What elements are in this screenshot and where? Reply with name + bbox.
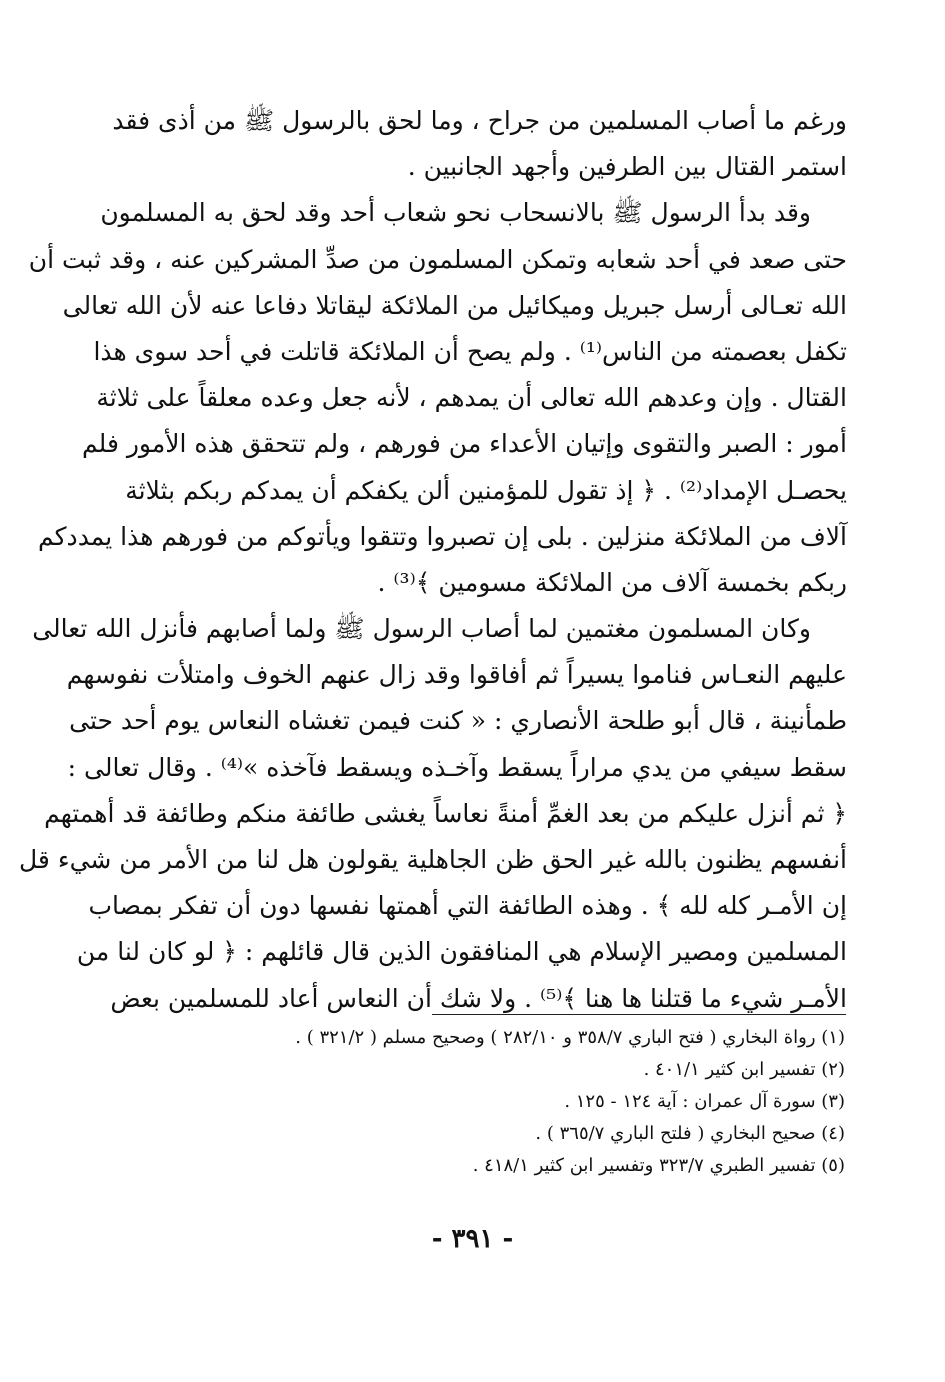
footnote-item: (٢) تفسير ابن كثير ٤٠١/١ . bbox=[643, 1059, 845, 1080]
text-line: وقد بدأ الرسول ﷺ بالانسحاب نحو شعاب أحد وقد لحق به المسلمون bbox=[100, 198, 811, 228]
footnote-divider bbox=[432, 1014, 846, 1015]
text-line: القتال . وإن وعدهم الله تعالى أن يمدهم ، لأنه جعل وعده معلقاً على ثلاثة bbox=[96, 383, 847, 413]
text-line: عليهم النعـاس فناموا يسيراً ثم أفاقوا وقد زال عنهم الخوف وامتلأت نفوسهم bbox=[66, 660, 847, 690]
text-line: ﴿ ثم أنزل عليكم من بعد الغمِّ أمنةً نعاساً يغشى طائفة منكم وطائفة قد أهمتهم bbox=[44, 798, 847, 828]
footnote-item: (٤) صحيح البخاري ( فلتح الباري ٣٦٥/٧ ) . bbox=[535, 1123, 845, 1144]
text-line: أمور : الصبر والتقوى وإتيان الأعداء من فورهم ، ولم تتحقق هذه الأمور فلم bbox=[82, 429, 847, 459]
text-line: إن الأمـر كله لله ﴾ . وهذه الطائفة التي أهمتها نفسها دون أن تفكر بمصاب bbox=[88, 891, 847, 921]
footnote-item: (٥) تفسير الطبري ٣٢٣/٧ وتفسير ابن كثير ٤١٨/١ . bbox=[472, 1155, 845, 1176]
text-line: المسلمين ومصير الإسلام هي المنافقون الذين قال قائلهم : ﴿ لو كان لنا من bbox=[76, 937, 847, 967]
footnotes bbox=[180, 1022, 845, 1182]
text-line: استمر القتال بين الطرفين وأجهد الجانبين . bbox=[407, 152, 847, 182]
text-line: يحصـل الإمداد⁽²⁾ . ﴿ إذ تقول للمؤمنين ألن يكفكم أن يمدكم ربكم بثلاثة bbox=[125, 475, 847, 505]
footnote-item: (١) رواة البخاري ( فتح الباري ٣٥٨/٧ و ٢٨٢/١٠ ) وصحيح مسلم ( ٣٢١/٢ ) . bbox=[295, 1027, 845, 1048]
footnote-item: (٣) سورة آل عمران : آية ١٢٤ - ١٢٥ . bbox=[564, 1091, 845, 1112]
text-line: طمأنينة ، قال أبو طلحة الأنصاري : « كنت فيمن تغشاه النعاس يوم أحد حتى bbox=[69, 706, 847, 736]
text-line: الأمـر شيء ما قتلنا ها هنا ﴾⁽⁵⁾ . ولا شك أن النعاس أعاد للمسلمين بعض bbox=[110, 983, 847, 1013]
text-line: ورغم ما أصاب المسلمين من جراح ، وما لحق بالرسول ﷺ من أذى فقد bbox=[112, 106, 847, 135]
text-line: وكان المسلمون مغتمين لما أصاب الرسول ﷺ ولما أصابهم فأنزل الله تعالى bbox=[32, 614, 811, 644]
text-line: ربكم بخمسة آلاف من الملائكة مسومين ﴾⁽³⁾ . bbox=[377, 567, 847, 597]
text-line: سقط سيفي من يدي مراراً يسقط وآخـذه ويسقط فآخذه »⁽⁴⁾ . وقال تعالى : bbox=[67, 752, 847, 782]
text-line: الله تعـالى أرسل جبريل وميكائيل من الملائكة ليقاتلا دفاعا عنه لأن الله تعالى bbox=[62, 290, 847, 320]
text-line: تكفل بعصمته من الناس⁽¹⁾ . ولم يصح أن الملائكة قاتلت في أحد سوى هذا bbox=[93, 336, 847, 366]
text-line: أنفسهم يظنون بالله غير الحق ظن الجاهلية يقولون هل لنا من الأمر من شيء قل bbox=[18, 845, 847, 874]
text-line: حتى صعد في أحد شعابه وتمكن المسلمون من صدِّ المشركين عنه ، وقد ثبت أن bbox=[28, 244, 847, 274]
text-line: آلاف من الملائكة منزلين . بلى إن تصبروا وتتقوا ويأتوكم من فورهم هذا يمددكم bbox=[38, 521, 847, 551]
page-number: - ٣٩١ - bbox=[431, 1224, 514, 1254]
main-text bbox=[18, 98, 847, 1022]
